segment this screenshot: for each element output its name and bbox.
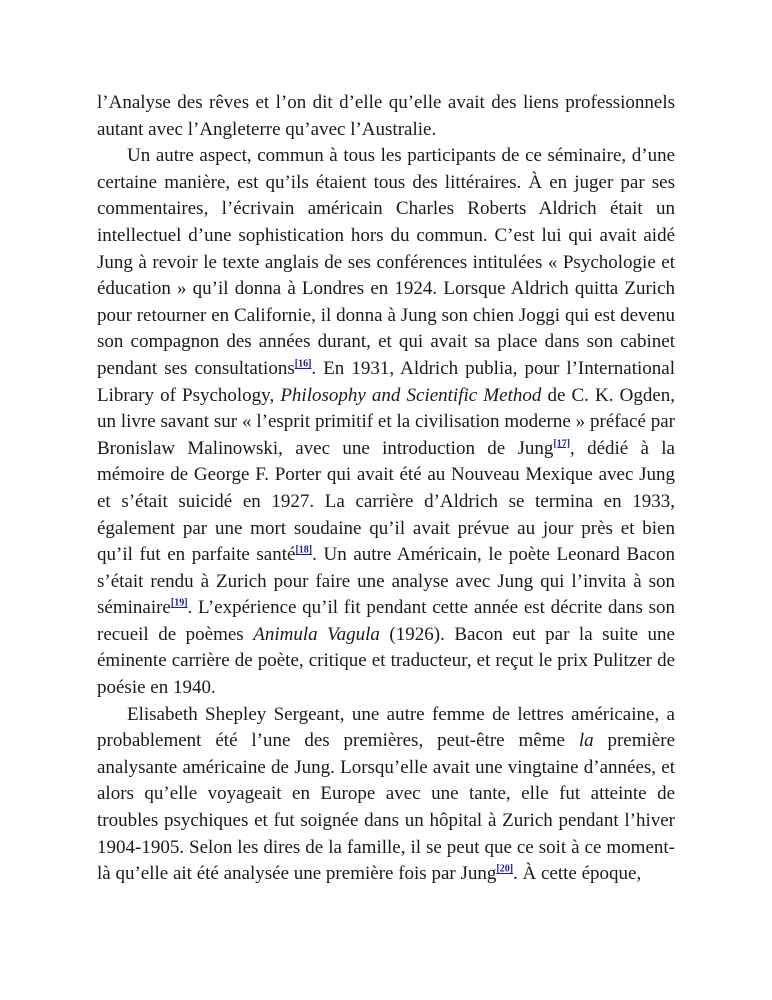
body-paragraph [97,143,675,701]
paragraph-text: première analysante américaine de Jung. Lorsqu’elle avait une vingtaine d’années, et alors qu’elle voyageait en Europe avec une tante, elle fut atteinte de troubles psychiques et fut soignée dans un hôpital à Zurich pendant l’hiver 1904-1905. Selon les dires de la famille, il se peut que ce soit à ce moment-là qu’elle ait été analysée une première fois par Jung [97,730,675,885]
paragraph-text: . L’expérience qu’il fit pendant cette année est décrite dans son recueil de poèmes [97,597,675,645]
footnote-reference-link[interactable]: [16] [294,358,312,370]
paragraph-text: Un autre aspect, commun à tous les participants de ce séminaire, d’une certaine manière, est qu’ils étaient tous des littéraires. À en juger par ses commentaires, l’écrivain américain Charles Roberts Aldrich était un intellectuel d’une sophistication hors du commun. C’est lui qui avait aidé Jung à revoir le texte anglais de ses conférences intitulées « Psychologie et éducation » qu’il donna à Londres en 1924. Lorsque Aldrich quitta Zurich pour retourner en Californie, il donna à Jung son chien Joggi qui est devenu son compagnon des années durant, et qui avait sa place dans son cabinet pendant ses consultations [97,145,675,379]
italic-title-text: Philosophy and Scientific Method [280,384,542,406]
body-paragraph [97,702,675,888]
italic-title-text: la [578,730,594,752]
paragraph-text: . À cette époque, [513,863,642,885]
paragraph-text: . Un autre Américain, le poète Leonard Bacon s’était rendu à Zurich pour faire une analyse avec Jung qui l’invita à son séminaire [97,544,675,619]
paragraph-text: , dédié à la mémoire de George F. Porter qui avait été au Nouveau Mexique avec Jung et s’était suicidé en 1927. La carrière d’Aldrich se termina en 1933, également par une mort soudaine qu’il avait prévue au jour près et bien qu’il fut en parfaite santé [97,437,675,566]
footnote-reference-link[interactable]: [20] [496,863,514,875]
paragraph-text: (1926). Bacon eut par la suite une éminente carrière de poète, critique et traducteur, et reçut le prix Pulitzer de poésie en 1940. [97,623,675,699]
body-paragraph [97,90,675,143]
paragraph-text: l’Analyse des rêves et l’on dit d’elle qu’elle avait des liens professionnels autant avec l’Angleterre qu’avec l’Australie. [97,92,675,140]
paragraph-text: Elisabeth Shepley Sergeant, une autre femme de lettres américaine, a probablement été l’une des premières, peut-être même [97,703,675,752]
footnote-reference-link[interactable]: [19] [170,597,188,609]
footnote-reference-link[interactable]: [17] [553,438,571,450]
footnote-reference-link[interactable]: [18] [295,544,313,556]
paragraph-text: de C. K. Ogden, un livre savant sur « l’esprit primitif et la civilisation moderne » préfacé par Bronislaw Malinowski, avec une introduction de Jung [97,384,676,459]
document-page [97,90,675,888]
paragraph-text: . En 1931, Aldrich publia, pour l’International Library of Psychology, [97,357,676,406]
italic-title-text: Animula Vagula [253,623,380,645]
